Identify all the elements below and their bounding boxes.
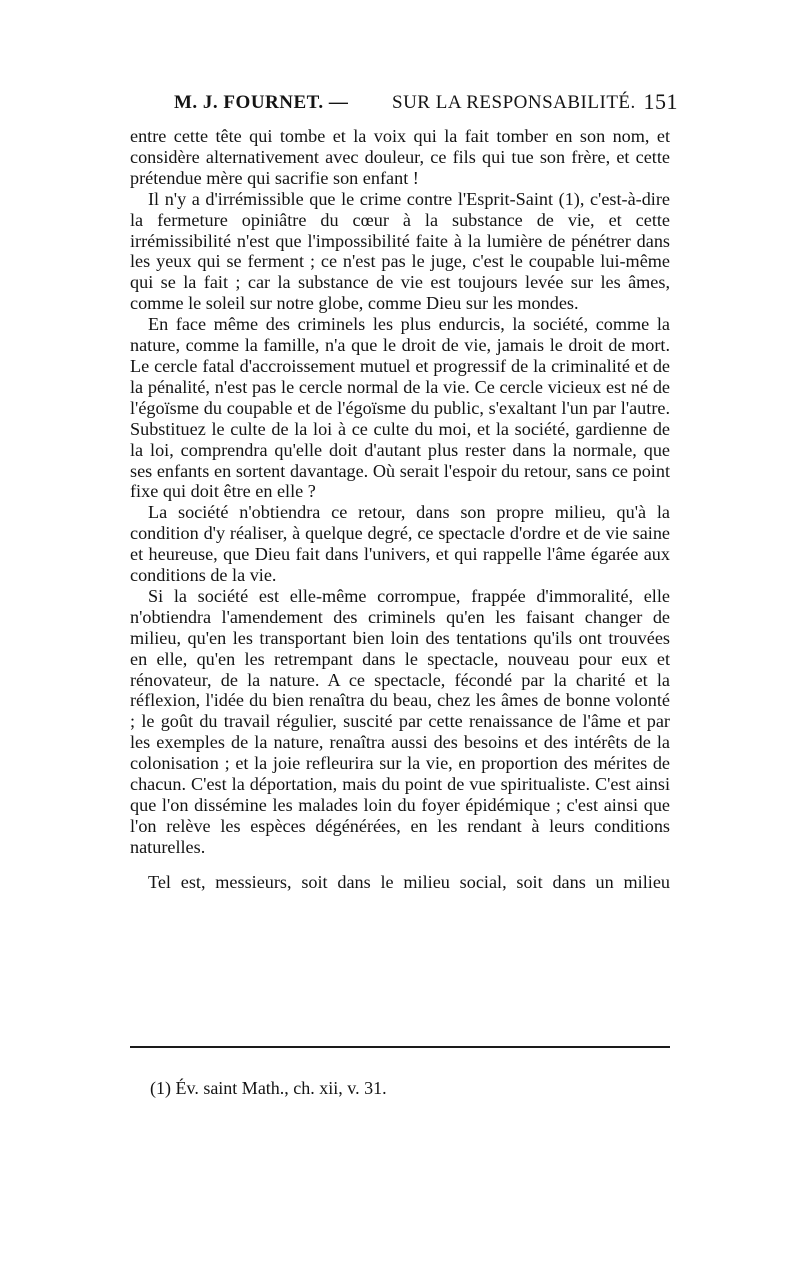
running-header-author: M. J. FOURNET. — <box>174 92 349 113</box>
footnote: (1) Év. saint Math., ch. xii, v. 31. <box>150 1078 387 1098</box>
paragraph-milieu: Tel est, messieurs, soit dans le milieu social, soit dans un milieu <box>148 871 670 892</box>
running-header-title: SUR LA RESPONSABILITÉ. <box>392 92 636 113</box>
paragraph-retour: La société n'obtiendra ce retour, dans son propre milieu, qu'à la condition d'y réaliser, à quelque degré, ce spectacle d'ordre et de vie saine et heureuse, que Dieu fait dans l'univers, et qui rappelle l'âme égarée aux conditions de la vie. <box>130 502 670 586</box>
paragraph-continuation: entre cette tête qui tombe et la voix qui la fait tomber en son nom, et considère alternativement avec douleur, ce fils qui tue son frère, et cette prétendue mère qui sacrifie son enfant ! <box>130 126 670 188</box>
page-number: 151 <box>643 89 678 114</box>
paragraph-deportation: Si la société est elle-même corrompue, frappée d'immoralité, elle n'obtiendra l'amendement des criminels qu'en les faisant changer de milieu, qu'en les transportant bien loin des tentations qu'ils ont trouvées en elle, qu'en les retrempant dans le spectacle, nouveau pour eux et rénovateur, de la nature. A ce spectacle, fécondé par la charité et la réflexion, l'idée du bien renaîtra du beau, chez les âmes de bonne volonté ; le goût du travail régulier, suscité par cette renaissance de l'âme et par les exemples de la nature, renaîtra aussi des besoins et des intérêts de la colonisation ; et la joie refleurira sur la vie, en proportion des mérites de chacun. C'est la déportation, mais du point de vue spiritualiste. C'est ainsi que l'on dissémine les malades loin du foyer épidémique ; c'est ainsi que l'on relève les espèces dégénérées, en les rendant à leurs conditions naturelles. <box>130 585 670 857</box>
footnote-divider <box>130 1046 670 1048</box>
paragraph-irremissible: Il n'y a d'irrémissible que le crime contre l'Esprit-Saint (1), c'est-à-dire la fermeture opiniâtre du cœur à la substance de vie, et cette irrémissibilité n'est que l'impossibilité faite à la lumière de pénétrer dans les yeux qui se ferment ; ce n'est pas le juge, c'est le coupable lui-même qui se la fait ; car la substance de vie est toujours levée sur les âmes, comme le soleil sur notre globe, comme Dieu sur les mondes. <box>130 188 670 314</box>
body-text <box>130 126 670 893</box>
running-header <box>130 89 678 122</box>
paragraph-droit-de-vie: En face même des criminels les plus endurcis, la société, comme la nature, comme la famille, n'a que le droit de vie, jamais le droit de mort. Le cercle fatal d'accroissement mutuel et progressif de la criminalité et de la pénalité, n'est pas le cercle normal de la vie. Ce cercle vicieux est né de l'égoïsme du coupable et de l'égoïsme du public, s'exaltant l'un par l'autre. Substituez le culte de la loi à ce culte du moi, et la société, gardienne de la loi, comprendra qu'elle doit d'autant plus rester dans la normale, que ses enfants en sortent davantage. Où serait l'espoir du retour, sans ce point fixe qui doit être en elle ? <box>130 314 670 502</box>
